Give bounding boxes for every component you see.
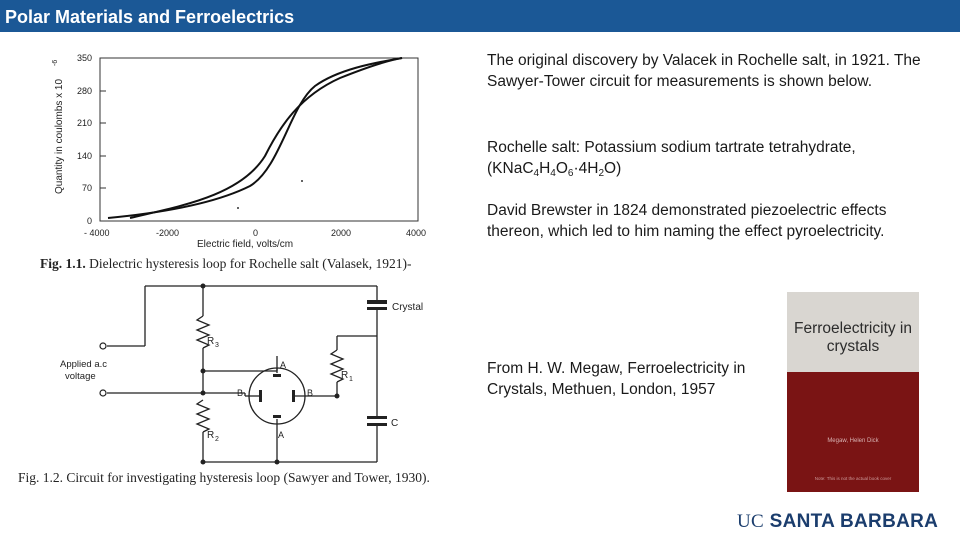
y-tick-label: 140: [76, 151, 92, 161]
logo-uc: UC: [737, 511, 764, 532]
r3-label: R: [207, 336, 215, 347]
book-author: Megaw, Helen Dick: [827, 438, 879, 444]
y-axis-exponent: -6: [52, 59, 59, 66]
figure2-caption-text: Circuit for investigating hysteresis loop (Sawyer and Tower, 1930).: [66, 470, 430, 485]
rochelle-salt-formula: $(KNaC_4H_4O_6\cdot 4H_2O)$: [487, 160, 622, 179]
hysteresis-upper-branch: [130, 58, 402, 218]
capacitor-label: C: [391, 418, 399, 429]
crystal-label: Crystal: [392, 302, 424, 313]
plate-a-top-label: A: [280, 360, 287, 370]
figure2-caption: [18, 470, 488, 486]
x-axis-label: Electric field, volts/cm: [197, 239, 294, 250]
ucsb-logo: [737, 511, 938, 533]
slide-title: Polar Materials and Ferroelectrics: [0, 0, 960, 32]
r3-subscript: 3: [215, 342, 219, 349]
plate-a-bottom-label: A: [278, 430, 285, 440]
rochelle-salt-paragraph: [487, 137, 927, 184]
book-cover-image: [787, 292, 919, 492]
y-axis-label: Quantity in coulombs x 10: [54, 78, 65, 194]
x-tick-label: 2000: [331, 228, 352, 238]
r1-label: R: [341, 370, 349, 381]
figure1-caption-text: Dielectric hysteresis loop for Rochelle salt (Valasek, 1921)-: [89, 256, 412, 271]
x-tick-label: 4000: [406, 228, 427, 238]
y-tick-label: 70: [81, 183, 92, 193]
hysteresis-loop-figure: [40, 46, 460, 276]
book-footer-note: Note: This is not the actual book cover: [814, 476, 892, 481]
megaw-reference-paragraph: From H. W. Megaw, Ferroelectricity in Crystals, Methuen, London, 1957: [487, 360, 746, 398]
x-tick-label: - 4000: [84, 228, 110, 238]
figure1-caption: [40, 256, 480, 272]
r1-subscript: 1: [349, 376, 353, 383]
y-tick-label: 350: [76, 53, 92, 63]
y-tick-label: 0: [86, 216, 92, 226]
r2-subscript: 2: [215, 436, 219, 443]
x-tick-label: -2000: [156, 228, 180, 238]
y-tick-label: 210: [76, 118, 92, 128]
x-tick-label: 0: [253, 228, 259, 238]
logo-santa-barbara: SANTA BARBARA: [769, 511, 939, 532]
plot-frame: [100, 58, 418, 221]
r2-label: R: [207, 430, 215, 441]
discovery-paragraph: The original discovery by Valacek in Rochelle salt, in 1921. The Sawyer-Tower circuit for measurements is shown below.: [487, 52, 921, 90]
brewster-paragraph: David Brewster in 1824 demonstrated piezoelectric effects thereon, which led to him naming the effect pyroelectricity.: [487, 202, 887, 240]
figure2-caption-label: Fig. 1.2.: [18, 470, 64, 485]
figure1-caption-label: Fig. 1.1.: [40, 256, 86, 271]
hysteresis-lower-branch: [108, 58, 402, 218]
applied-voltage-label-line1: Applied a.c: [60, 359, 108, 370]
y-tick-label: 280: [76, 86, 92, 96]
rochelle-salt-line: Rochelle salt: Potassium sodium tartrate tetrahydrate,: [487, 139, 856, 156]
book-title: Ferroelectricity in crystals: [794, 320, 912, 355]
plate-b-right-label: B: [307, 388, 314, 398]
applied-voltage-label-line2: voltage: [65, 371, 96, 382]
sawyer-tower-circuit-figure: [55, 278, 475, 474]
plate-b-left-label: B: [237, 388, 244, 398]
